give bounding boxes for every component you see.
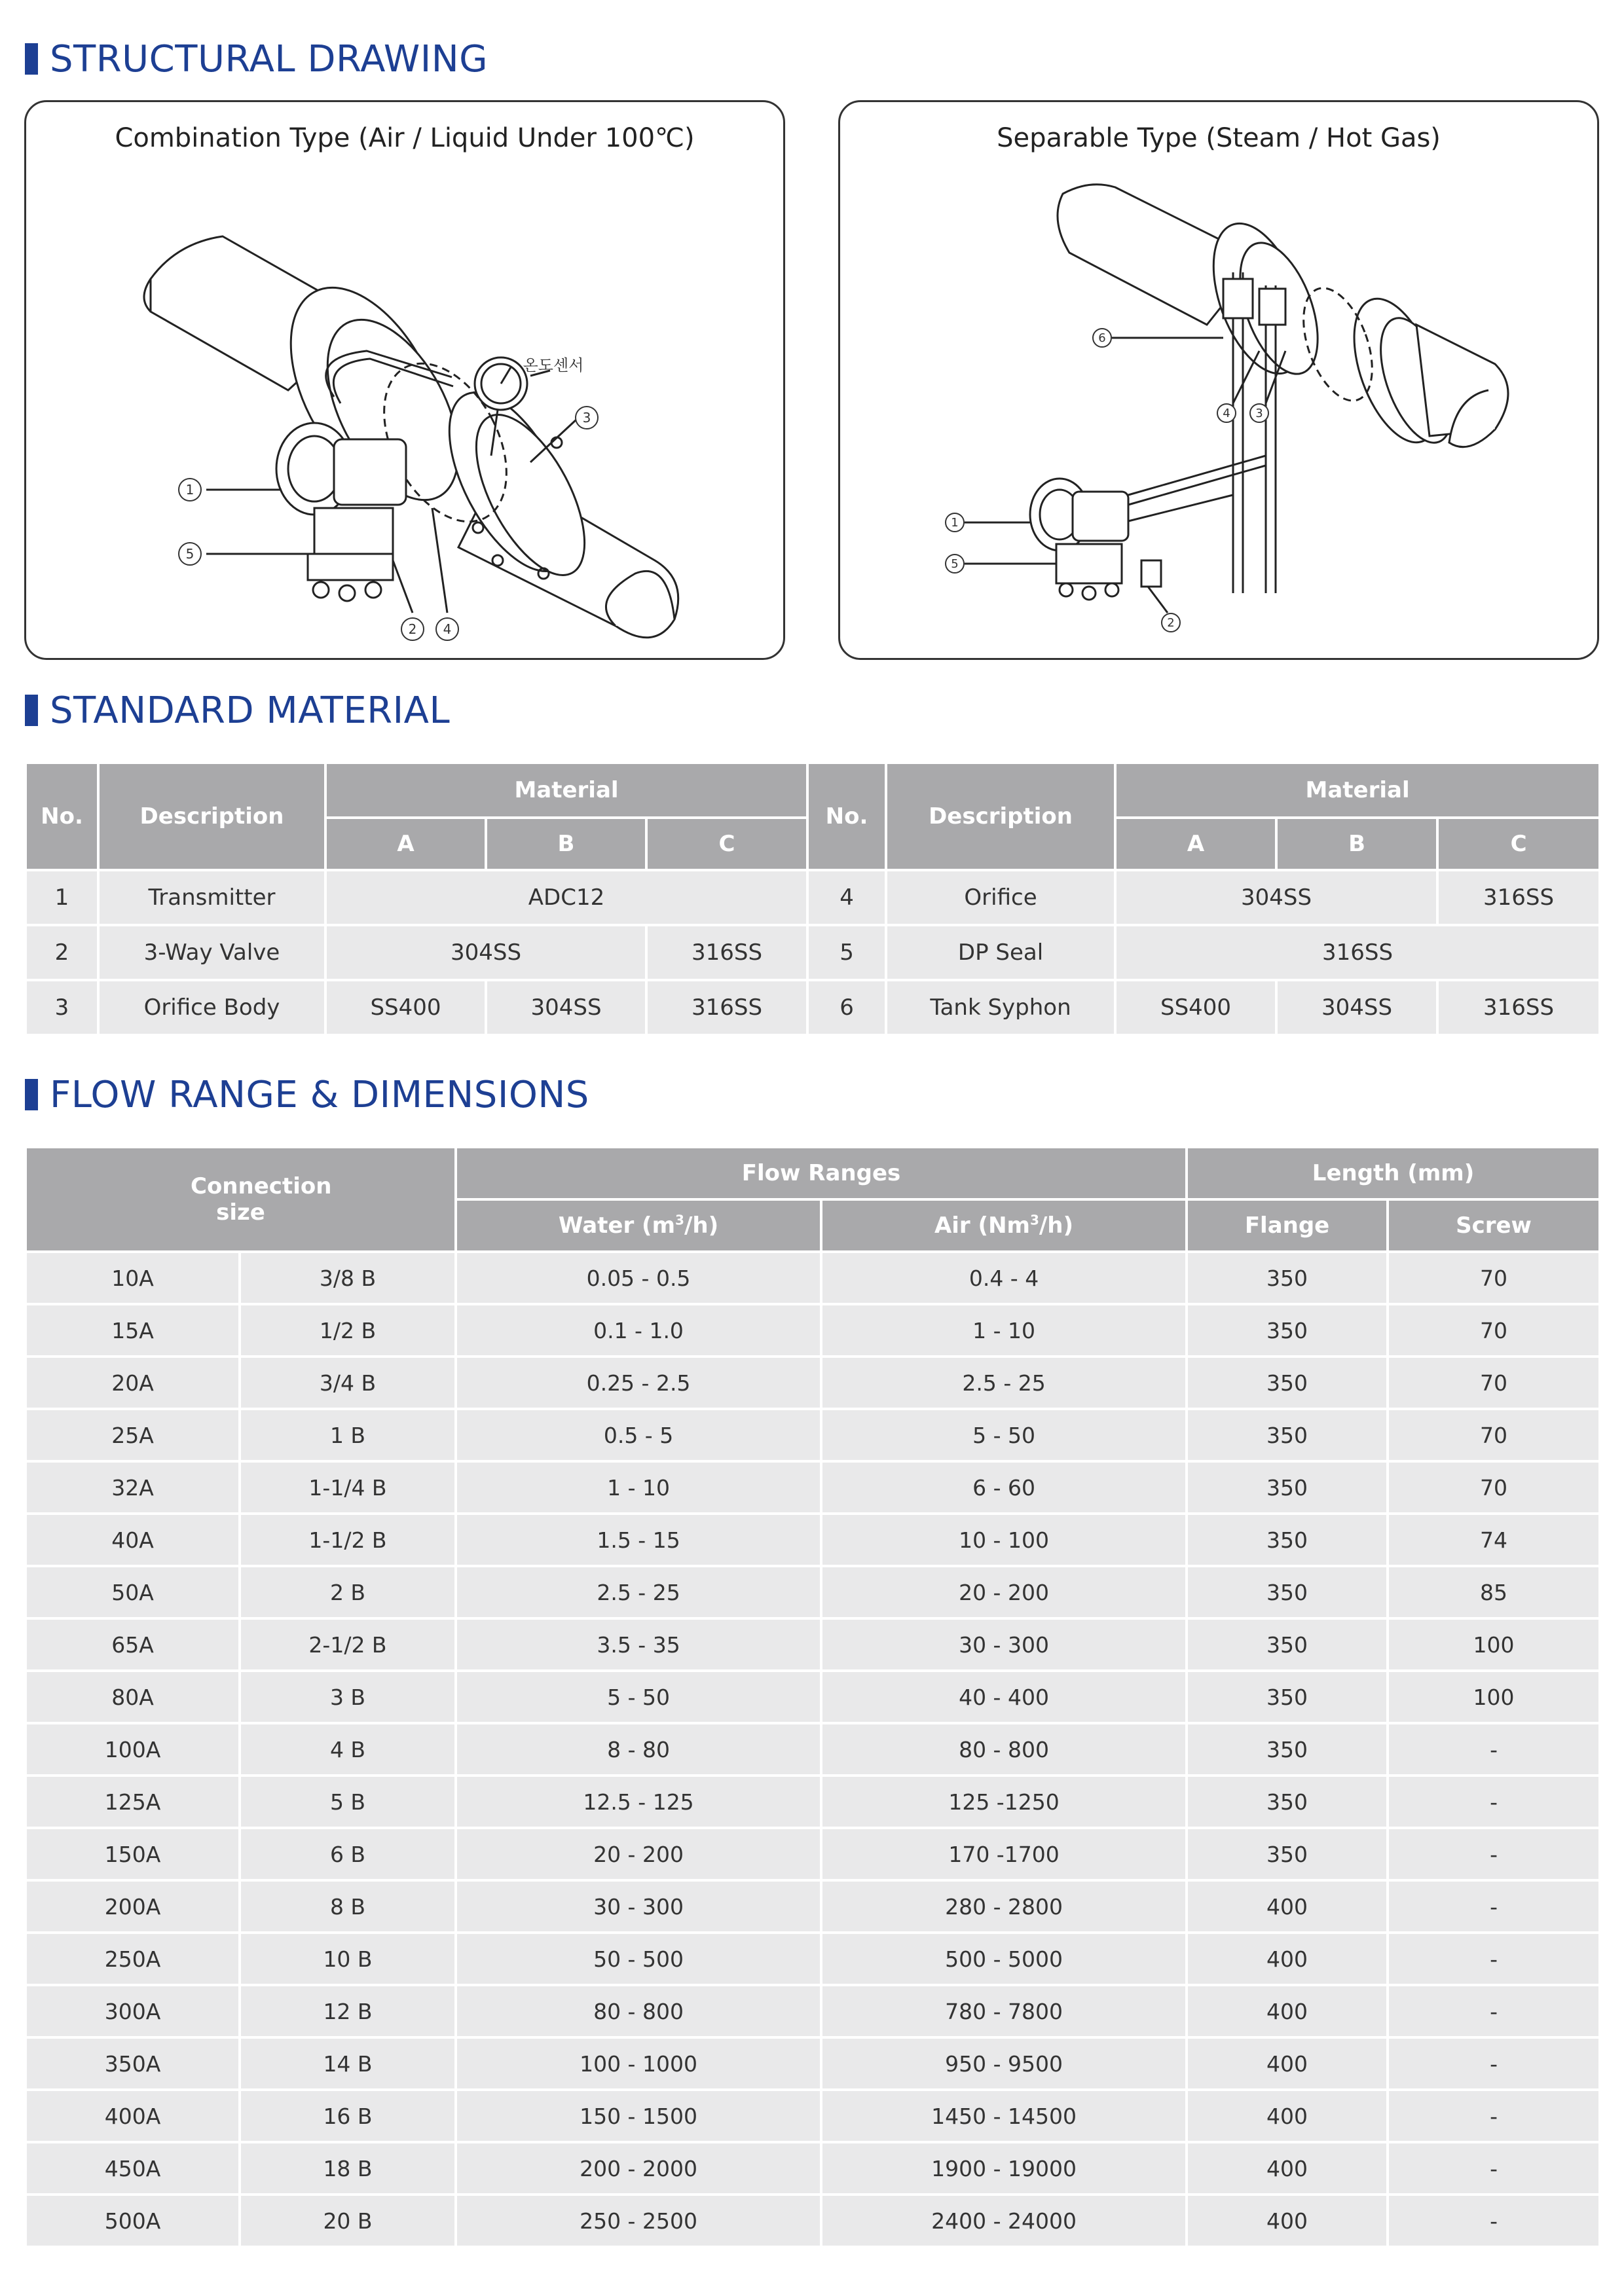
- cell-screw: -: [1388, 1933, 1600, 1985]
- cell-material: 304SS: [1115, 870, 1437, 925]
- cell-air: 125 -1250: [821, 1776, 1187, 1828]
- table-row: [26, 1828, 1600, 1880]
- cell-screw: 70: [1388, 1357, 1600, 1409]
- cell-size-a: 500A: [26, 2195, 240, 2247]
- cell-water: 250 - 2500: [456, 2195, 821, 2247]
- header-material-c: C: [1437, 818, 1600, 870]
- cell-description: DP Seal: [886, 925, 1115, 980]
- section-marker: [25, 695, 38, 726]
- cell-air: 2.5 - 25: [821, 1357, 1187, 1409]
- drawing-panel-separable: [838, 100, 1599, 660]
- cell-water: 3.5 - 35: [456, 1618, 821, 1671]
- cell-flange: 350: [1187, 1357, 1388, 1409]
- cell-size-a: 400A: [26, 2090, 240, 2142]
- callout-5: 5: [185, 546, 194, 562]
- cell-size-a: 15A: [26, 1304, 240, 1357]
- header-flow-ranges: Flow Ranges: [456, 1147, 1187, 1199]
- callout-5: 5: [951, 557, 959, 571]
- callout-3: 3: [1255, 407, 1263, 420]
- cell-flange: 350: [1187, 1828, 1388, 1880]
- cell-air: 0.4 - 4: [821, 1252, 1187, 1304]
- table-row: [26, 1671, 1600, 1723]
- cell-screw: -: [1388, 1880, 1600, 1933]
- cell-water: 20 - 200: [456, 1828, 821, 1880]
- standard-material-table: [24, 761, 1601, 1036]
- cell-size-b: 8 B: [240, 1880, 456, 1933]
- cell-flange: 400: [1187, 1985, 1388, 2037]
- cell-air: 2400 - 24000: [821, 2195, 1187, 2247]
- cell-screw: 100: [1388, 1618, 1600, 1671]
- cell-material-a: SS400: [325, 980, 486, 1035]
- cell-air: 280 - 2800: [821, 1880, 1187, 1933]
- table-row: [26, 1357, 1600, 1409]
- cell-material: 304SS: [325, 925, 646, 980]
- cell-water: 0.25 - 2.5: [456, 1357, 821, 1409]
- header-description: Description: [886, 763, 1115, 870]
- header-no: No.: [807, 763, 886, 870]
- drawing-title-separable: Separable Type (Steam / Hot Gas): [997, 123, 1441, 153]
- cell-no: 4: [807, 870, 886, 925]
- cell-size-a: 32A: [26, 1461, 240, 1514]
- table-row: [26, 2142, 1600, 2195]
- cell-material-c: 316SS: [646, 925, 807, 980]
- cell-air: 40 - 400: [821, 1671, 1187, 1723]
- separable-type-drawing: [840, 102, 1597, 658]
- cell-screw: -: [1388, 2090, 1600, 2142]
- callout-1: 1: [951, 516, 959, 530]
- callout-2: 2: [408, 621, 417, 637]
- cell-air: 20 - 200: [821, 1566, 1187, 1618]
- table-row: [26, 1409, 1600, 1461]
- cell-flange: 350: [1187, 1409, 1388, 1461]
- cell-size-a: 50A: [26, 1566, 240, 1618]
- cell-size-b: 5 B: [240, 1776, 456, 1828]
- cell-size-b: 20 B: [240, 2195, 456, 2247]
- cell-water: 12.5 - 125: [456, 1776, 821, 1828]
- cell-flange: 350: [1187, 1566, 1388, 1618]
- combination-type-drawing: [26, 102, 783, 658]
- table-row: [26, 1566, 1600, 1618]
- header-material-b: B: [1276, 818, 1437, 870]
- drawing-title-combination: Combination Type (Air / Liquid Under 100℃): [115, 123, 695, 153]
- cell-screw: 74: [1388, 1514, 1600, 1566]
- section-marker: [25, 43, 38, 75]
- cell-screw: 70: [1388, 1252, 1600, 1304]
- cell-size-b: 6 B: [240, 1828, 456, 1880]
- cell-description: 3-Way Valve: [98, 925, 325, 980]
- cell-size-a: 450A: [26, 2142, 240, 2195]
- callout-6: 6: [1098, 331, 1106, 345]
- cell-description: Orifice Body: [98, 980, 325, 1035]
- callout-3: 3: [582, 410, 591, 426]
- header-material-b: B: [486, 818, 646, 870]
- cell-water: 50 - 500: [456, 1933, 821, 1985]
- cell-screw: -: [1388, 2037, 1600, 2090]
- cell-size-a: 150A: [26, 1828, 240, 1880]
- cell-size-b: 18 B: [240, 2142, 456, 2195]
- cell-flange: 400: [1187, 1933, 1388, 1985]
- cell-water: 0.05 - 0.5: [456, 1252, 821, 1304]
- cell-size-b: 10 B: [240, 1933, 456, 1985]
- cell-no: 1: [26, 870, 98, 925]
- cell-no: 2: [26, 925, 98, 980]
- cell-size-b: 3 B: [240, 1671, 456, 1723]
- cell-air: 780 - 7800: [821, 1985, 1187, 2037]
- header-length: Length (mm): [1187, 1147, 1600, 1199]
- section-title-text: STRUCTURAL DRAWING: [50, 37, 489, 81]
- cell-no: 3: [26, 980, 98, 1035]
- cell-water: 5 - 50: [456, 1671, 821, 1723]
- cell-size-b: 3/8 B: [240, 1252, 456, 1304]
- cell-flange: 400: [1187, 2037, 1388, 2090]
- cell-air: 500 - 5000: [821, 1933, 1187, 1985]
- section-title-material: [25, 691, 450, 730]
- header-material-a: A: [325, 818, 486, 870]
- cell-water: 1.5 - 15: [456, 1514, 821, 1566]
- table-row: [26, 1933, 1600, 1985]
- cell-water: 150 - 1500: [456, 2090, 821, 2142]
- cell-material: ADC12: [325, 870, 807, 925]
- cell-air: 1 - 10: [821, 1304, 1187, 1357]
- cell-size-a: 125A: [26, 1776, 240, 1828]
- cell-flange: 350: [1187, 1671, 1388, 1723]
- cell-flange: 350: [1187, 1723, 1388, 1776]
- table-row: [26, 980, 1600, 1035]
- table-row: [26, 1776, 1600, 1828]
- cell-size-a: 25A: [26, 1409, 240, 1461]
- section-title-text: STANDARD MATERIAL: [50, 689, 451, 732]
- header-material-a: A: [1115, 818, 1276, 870]
- header-material: Material: [1115, 763, 1600, 818]
- cell-description: Transmitter: [98, 870, 325, 925]
- header-connection-size: Connection size: [26, 1147, 456, 1252]
- cell-size-a: 350A: [26, 2037, 240, 2090]
- cell-material-a: SS400: [1115, 980, 1276, 1035]
- cell-size-b: 4 B: [240, 1723, 456, 1776]
- cell-size-b: 1-1/2 B: [240, 1514, 456, 1566]
- cell-flange: 350: [1187, 1514, 1388, 1566]
- cell-size-a: 65A: [26, 1618, 240, 1671]
- cell-water: 30 - 300: [456, 1880, 821, 1933]
- cell-size-a: 100A: [26, 1723, 240, 1776]
- drawing-panel-combination: [24, 100, 785, 660]
- cell-flange: 350: [1187, 1618, 1388, 1671]
- flow-range-table: [24, 1146, 1601, 2248]
- cell-flange: 350: [1187, 1776, 1388, 1828]
- cell-air: 6 - 60: [821, 1461, 1187, 1514]
- cell-air: 80 - 800: [821, 1723, 1187, 1776]
- cell-water: 2.5 - 25: [456, 1566, 821, 1618]
- cell-water: 80 - 800: [456, 1985, 821, 2037]
- header-material: Material: [325, 763, 807, 818]
- sensor-label: 온도센서: [523, 356, 584, 374]
- cell-flange: 350: [1187, 1304, 1388, 1357]
- table-row: [26, 2037, 1600, 2090]
- section-title-text: FLOW RANGE & DIMENSIONS: [50, 1073, 589, 1116]
- cell-flange: 400: [1187, 2195, 1388, 2247]
- header-no: No.: [26, 763, 98, 870]
- callout-1: 1: [185, 482, 194, 498]
- cell-size-b: 1-1/4 B: [240, 1461, 456, 1514]
- cell-size-b: 12 B: [240, 1985, 456, 2037]
- table-row: [26, 1304, 1600, 1357]
- cell-screw: 70: [1388, 1409, 1600, 1461]
- cell-size-b: 3/4 B: [240, 1357, 456, 1409]
- cell-size-b: 14 B: [240, 2037, 456, 2090]
- header-description: Description: [98, 763, 325, 870]
- cell-size-b: 1 B: [240, 1409, 456, 1461]
- cell-screw: -: [1388, 1723, 1600, 1776]
- cell-flange: 350: [1187, 1461, 1388, 1514]
- cell-size-a: 250A: [26, 1933, 240, 1985]
- cell-water: 8 - 80: [456, 1723, 821, 1776]
- cell-description: Orifice: [886, 870, 1115, 925]
- cell-size-a: 20A: [26, 1357, 240, 1409]
- cell-air: 5 - 50: [821, 1409, 1187, 1461]
- cell-air: 1450 - 14500: [821, 2090, 1187, 2142]
- cell-air: 10 - 100: [821, 1514, 1187, 1566]
- cell-air: 30 - 300: [821, 1618, 1187, 1671]
- cell-description: Tank Syphon: [886, 980, 1115, 1035]
- cell-air: 950 - 9500: [821, 2037, 1187, 2090]
- cell-screw: 70: [1388, 1461, 1600, 1514]
- section-marker: [25, 1079, 38, 1110]
- cell-material-b: 304SS: [486, 980, 646, 1035]
- table-row: [26, 925, 1600, 980]
- section-title-flow: [25, 1075, 589, 1114]
- cell-material-b: 304SS: [1276, 980, 1437, 1035]
- table-row: [26, 1618, 1600, 1671]
- cell-water: 0.5 - 5: [456, 1409, 821, 1461]
- table-row: [26, 870, 1600, 925]
- table-row: [26, 2195, 1600, 2247]
- cell-no: 6: [807, 980, 886, 1035]
- cell-screw: -: [1388, 1828, 1600, 1880]
- cell-water: 1 - 10: [456, 1461, 821, 1514]
- cell-size-b: 2-1/2 B: [240, 1618, 456, 1671]
- cell-water: 0.1 - 1.0: [456, 1304, 821, 1357]
- callout-2: 2: [1167, 616, 1175, 630]
- cell-water: 200 - 2000: [456, 2142, 821, 2195]
- cell-screw: -: [1388, 1985, 1600, 2037]
- cell-water: 100 - 1000: [456, 2037, 821, 2090]
- table-row: [26, 1252, 1600, 1304]
- header-water: Water $(m^3/h)$: [456, 1199, 821, 1252]
- header-flange: Flange: [1187, 1199, 1388, 1252]
- cell-material-c: 316SS: [1437, 980, 1600, 1035]
- table-row: [26, 1514, 1600, 1566]
- cell-screw: 70: [1388, 1304, 1600, 1357]
- table-row: [26, 1461, 1600, 1514]
- cell-flange: 400: [1187, 1880, 1388, 1933]
- table-row: [26, 1723, 1600, 1776]
- table-row: [26, 1985, 1600, 2037]
- header-air: Air (Nm$^3$/h): [821, 1199, 1187, 1252]
- cell-material-c: 316SS: [1437, 870, 1600, 925]
- cell-flange: 400: [1187, 2090, 1388, 2142]
- section-title-structural: [25, 39, 488, 79]
- cell-size-a: 80A: [26, 1671, 240, 1723]
- cell-screw: -: [1388, 2195, 1600, 2247]
- cell-size-a: 40A: [26, 1514, 240, 1566]
- cell-screw: 100: [1388, 1671, 1600, 1723]
- cell-screw: -: [1388, 2142, 1600, 2195]
- callout-4: 4: [1223, 407, 1230, 420]
- cell-air: 1900 - 19000: [821, 2142, 1187, 2195]
- cell-screw: -: [1388, 1776, 1600, 1828]
- cell-size-a: 300A: [26, 1985, 240, 2037]
- cell-material-c: 316SS: [646, 980, 807, 1035]
- header-material-c: C: [646, 818, 807, 870]
- cell-size-b: 1/2 B: [240, 1304, 456, 1357]
- cell-flange: 350: [1187, 1252, 1388, 1304]
- callout-4: 4: [443, 621, 452, 637]
- cell-material: 316SS: [1115, 925, 1600, 980]
- cell-size-b: 16 B: [240, 2090, 456, 2142]
- cell-screw: 85: [1388, 1566, 1600, 1618]
- table-row: [26, 1880, 1600, 1933]
- header-screw: Screw: [1388, 1199, 1600, 1252]
- cell-size-a: 200A: [26, 1880, 240, 1933]
- cell-air: 170 -1700: [821, 1828, 1187, 1880]
- cell-flange: 400: [1187, 2142, 1388, 2195]
- cell-no: 5: [807, 925, 886, 980]
- table-row: [26, 2090, 1600, 2142]
- cell-size-b: 2 B: [240, 1566, 456, 1618]
- cell-size-a: 10A: [26, 1252, 240, 1304]
